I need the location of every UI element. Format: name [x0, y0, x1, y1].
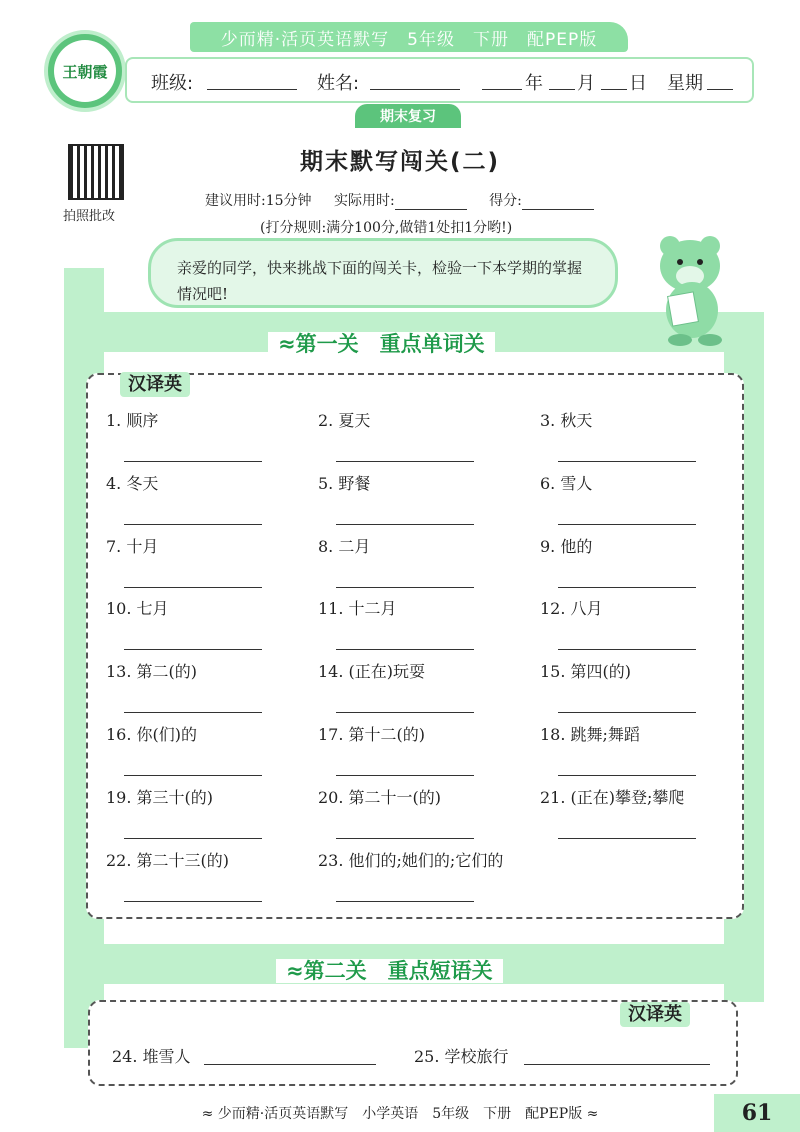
- brand-logo: [44, 30, 126, 112]
- suggested-time: 建议用时:15分钟: [205, 193, 312, 209]
- answer-line[interactable]: [124, 900, 262, 902]
- weekday-label: 星期: [667, 73, 703, 94]
- word-item: 4. 冬天: [106, 473, 159, 493]
- word-item: 16. 你(们)的: [106, 725, 198, 744]
- score-label: 得分:: [489, 193, 522, 209]
- year-label: 年: [525, 73, 543, 94]
- answer-line[interactable]: [124, 837, 262, 839]
- section-tab: 期末复习: [355, 104, 461, 128]
- answer-line[interactable]: [336, 460, 474, 462]
- word-item: 14. (正在)玩耍: [318, 662, 426, 682]
- answer-line[interactable]: [558, 648, 696, 650]
- answer-line[interactable]: [558, 586, 696, 588]
- phrase-item: 24. 堆雪人: [112, 1047, 191, 1066]
- word-item: 7. 十月: [106, 536, 159, 556]
- scoring-rules: (打分规则:满分100分,做错1处扣1分哟!): [260, 220, 513, 236]
- answer-line[interactable]: [124, 648, 262, 650]
- footer: ≈ 少而精·活页英语默写 小学英语 5年级 下册 配PEP版 ≈: [201, 1106, 599, 1122]
- word-item: 1. 顺序: [106, 411, 159, 430]
- page-title: 期末默写闯关(二): [299, 149, 501, 175]
- phrase-item: 25. 学校旅行: [414, 1047, 509, 1066]
- answer-line[interactable]: [336, 648, 474, 650]
- word-item: 3. 秋天: [540, 411, 593, 430]
- intro-bubble: 亲爱的同学，快来挑战下面的闯关卡，检验一下本学期的掌握情况吧!: [148, 238, 618, 308]
- word-item: 17. 第十二(的): [318, 725, 426, 744]
- timing-row: [205, 190, 594, 210]
- day-label: 日: [629, 73, 647, 94]
- word-item: 19. 第三十(的): [106, 787, 214, 807]
- logo-text: 王朝霞: [54, 40, 116, 102]
- answer-line[interactable]: [558, 837, 696, 839]
- word-item: 13. 第二(的): [106, 662, 198, 682]
- word-item: 5. 野餐: [318, 473, 371, 493]
- section-title: ≈第二关 重点短语关: [276, 959, 503, 983]
- answer-line[interactable]: [124, 774, 262, 776]
- class-field[interactable]: [207, 71, 297, 90]
- word-item: 6. 雪人: [540, 473, 593, 493]
- answer-line[interactable]: [336, 900, 474, 902]
- word-item: 23. 他们的;她们的;它们的: [318, 850, 504, 870]
- answer-line[interactable]: [558, 523, 696, 525]
- answer-line[interactable]: [558, 460, 696, 462]
- section-tag: 汉译英: [620, 1002, 690, 1027]
- series-title: 少而精·活页英语默写 5年级 下册 配PEP版: [190, 22, 628, 52]
- name-field[interactable]: [370, 71, 460, 90]
- word-item: 9. 他的: [540, 536, 593, 556]
- student-info-bar: [125, 57, 754, 103]
- answer-line[interactable]: [204, 1063, 376, 1065]
- qr-label: 拍照批改: [63, 209, 116, 224]
- answer-line[interactable]: [124, 586, 262, 588]
- year-field[interactable]: [482, 71, 522, 90]
- answer-line[interactable]: [124, 523, 262, 525]
- answer-line[interactable]: [336, 586, 474, 588]
- word-item: 2. 夏天: [318, 411, 371, 430]
- word-item: 20. 第二十一(的): [318, 787, 442, 807]
- bear-mascot-icon: [640, 228, 750, 348]
- section-title: ≈第一关 重点单词关: [268, 332, 495, 356]
- word-item: 22. 第二十三(的): [106, 850, 230, 870]
- answer-line[interactable]: [124, 711, 262, 713]
- day-field[interactable]: [601, 71, 627, 90]
- page-number: 61: [714, 1094, 800, 1132]
- word-item: 11. 十二月: [318, 599, 397, 619]
- answer-line[interactable]: [336, 711, 474, 713]
- month-field[interactable]: [549, 71, 575, 90]
- answer-line[interactable]: [336, 837, 474, 839]
- word-item: 18. 跳舞;舞蹈: [540, 725, 640, 744]
- actual-time-label: 实际用时:: [333, 193, 395, 209]
- word-item: 15. 第四(的): [540, 662, 632, 682]
- class-label: 班级:: [151, 73, 194, 94]
- word-item: 21. (正在)攀登;攀爬: [540, 787, 685, 807]
- answer-line[interactable]: [124, 460, 262, 462]
- answer-line[interactable]: [558, 774, 696, 776]
- name-label: 姓名:: [317, 73, 360, 94]
- answer-line[interactable]: [558, 711, 696, 713]
- weekday-field[interactable]: [707, 71, 733, 90]
- answer-line[interactable]: [336, 774, 474, 776]
- answer-line[interactable]: [336, 523, 474, 525]
- month-label: 月: [577, 73, 595, 94]
- word-item: 12. 八月: [540, 599, 603, 619]
- section-tag: 汉译英: [120, 372, 190, 397]
- word-item: 8. 二月: [318, 536, 371, 556]
- score-field[interactable]: [522, 191, 594, 210]
- word-item: 10. 七月: [106, 599, 169, 619]
- actual-time-field[interactable]: [395, 191, 467, 210]
- answer-line[interactable]: [524, 1063, 710, 1065]
